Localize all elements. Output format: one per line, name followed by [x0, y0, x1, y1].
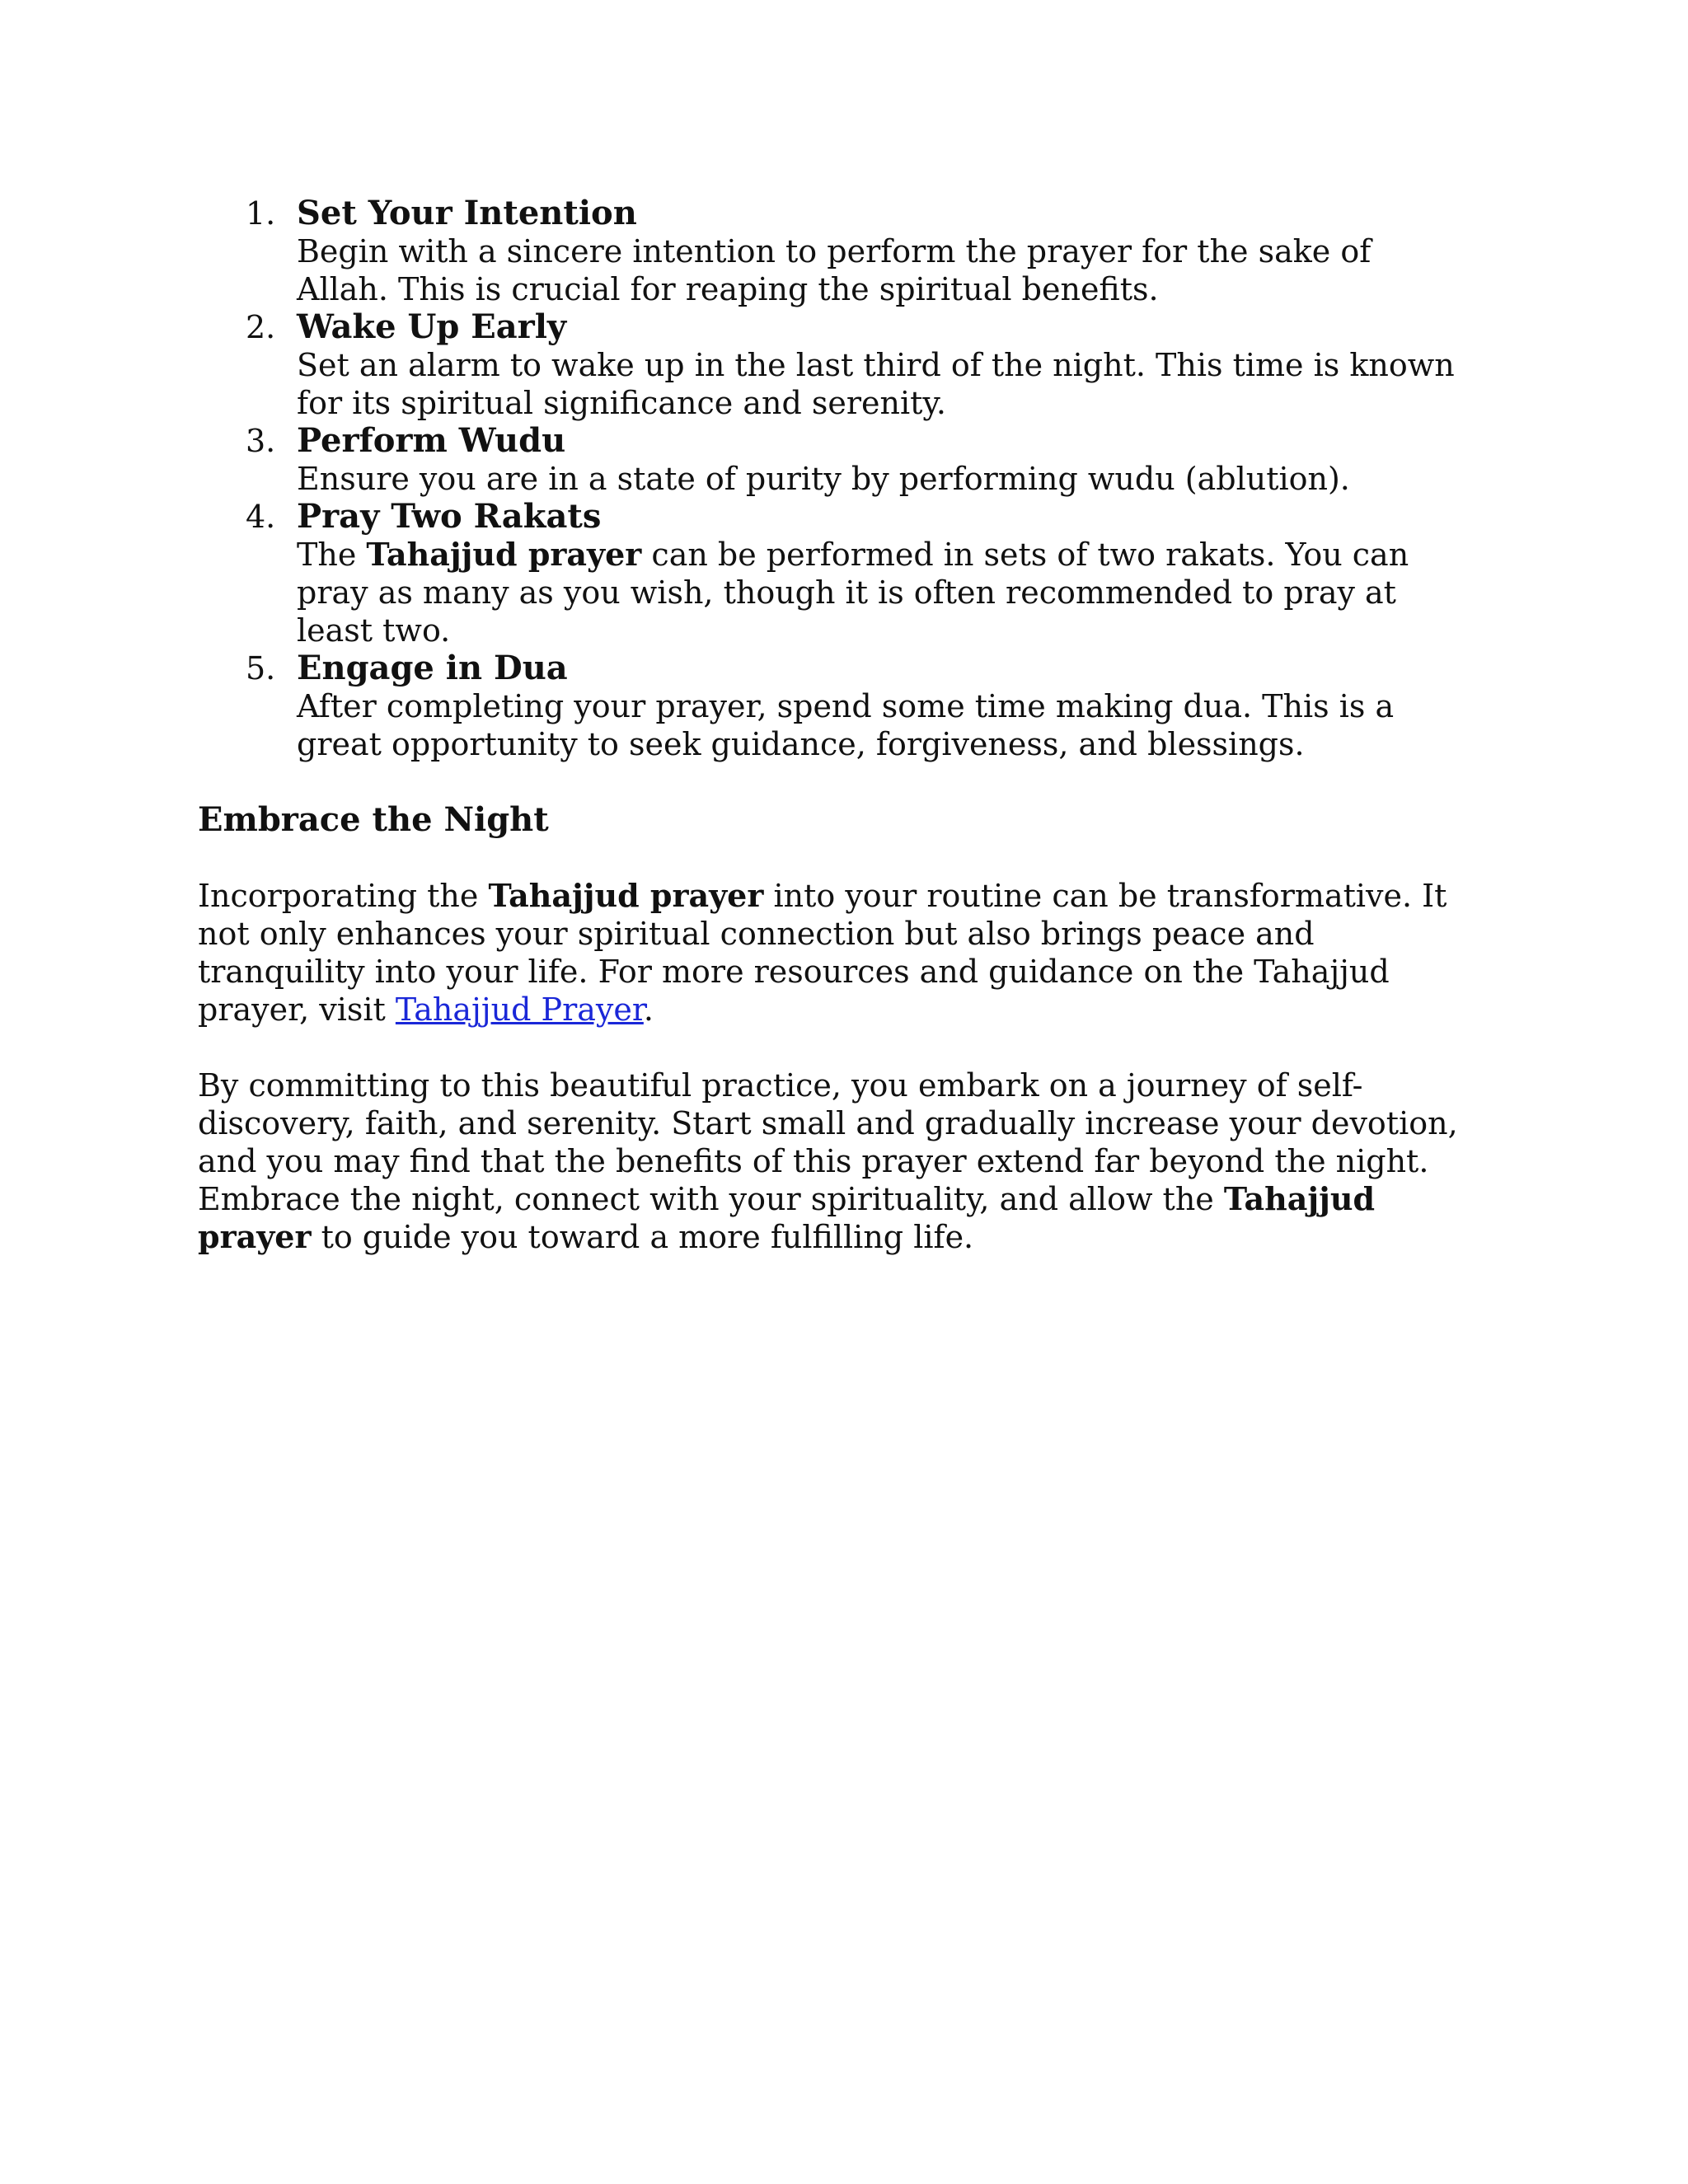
step-title: Set Your Intention — [297, 194, 637, 232]
step-text: Ensure you are in a state of purity by performing wudu (ablution). — [297, 461, 1350, 497]
step-text: After completing your prayer, spend some time making dua. This is a great opportunity to seek guidance, forgiveness, and blessings. — [297, 688, 1395, 762]
step-title: Engage in Dua — [297, 649, 568, 687]
paragraph-text: into your routine can be transformative. It not only enhances your spiritual connection but also brings peace and tranquility into your life. For more resources and guidance on the Tahajjud prayer, visit — [198, 878, 1447, 1028]
list-item — [198, 308, 1467, 422]
step-text-before: The — [297, 537, 367, 573]
list-item-number: 5. — [246, 650, 276, 687]
list-item — [198, 498, 1467, 649]
document-content — [198, 194, 1467, 1294]
step-text: Begin with a sincere intention to perform the prayer for the sake of Allah. This is crucial for reaping the spiritual benefits. — [297, 233, 1372, 307]
paragraph-text: . — [643, 991, 654, 1028]
tahajjud-prayer-link[interactable]: Tahajjud Prayer — [395, 991, 644, 1028]
paragraph-bold-text: Tahajjud prayer — [198, 1180, 1376, 1255]
step-title: Wake Up Early — [297, 307, 567, 346]
list-item — [198, 649, 1467, 763]
paragraph-text: By committing to this beautiful practice, you embark on a journey of self-discovery, faith, and serenity. Start small and gradually increase your devotion, and you may find that the benefits of this prayer extend far beyond the night. Embrace the night, connect with your spirituality, and allow the — [198, 1067, 1458, 1217]
list-item-number: 2. — [246, 309, 276, 345]
step-title: Pray Two Rakats — [297, 497, 602, 536]
list-item-number: 1. — [246, 195, 276, 232]
section-heading: Embrace the Night — [198, 800, 549, 839]
step-title: Perform Wudu — [297, 421, 566, 460]
step-text-after: can be performed in sets of two rakats. You can pray as many as you wish, though it is often recommended to pray at least two. — [297, 537, 1409, 649]
paragraph-incorporating — [198, 877, 1467, 1029]
list-item-number: 4. — [246, 499, 276, 535]
step-text-bold: Tahajjud prayer — [366, 536, 642, 573]
list-item — [198, 422, 1467, 498]
step-text — [297, 536, 1467, 649]
list-item — [198, 194, 1467, 308]
paragraph-text: to guide you toward a more fulfilling life. — [311, 1219, 974, 1255]
paragraph-bold-text: Tahajjud prayer — [488, 877, 764, 914]
paragraph-text: Incorporating the — [198, 878, 489, 914]
paragraph-committing — [198, 1066, 1467, 1256]
steps-list — [198, 194, 1467, 763]
step-text: Set an alarm to wake up in the last third of the night. This time is known for its spiritual significance and serenity. — [297, 347, 1455, 421]
list-item-number: 3. — [246, 423, 276, 459]
